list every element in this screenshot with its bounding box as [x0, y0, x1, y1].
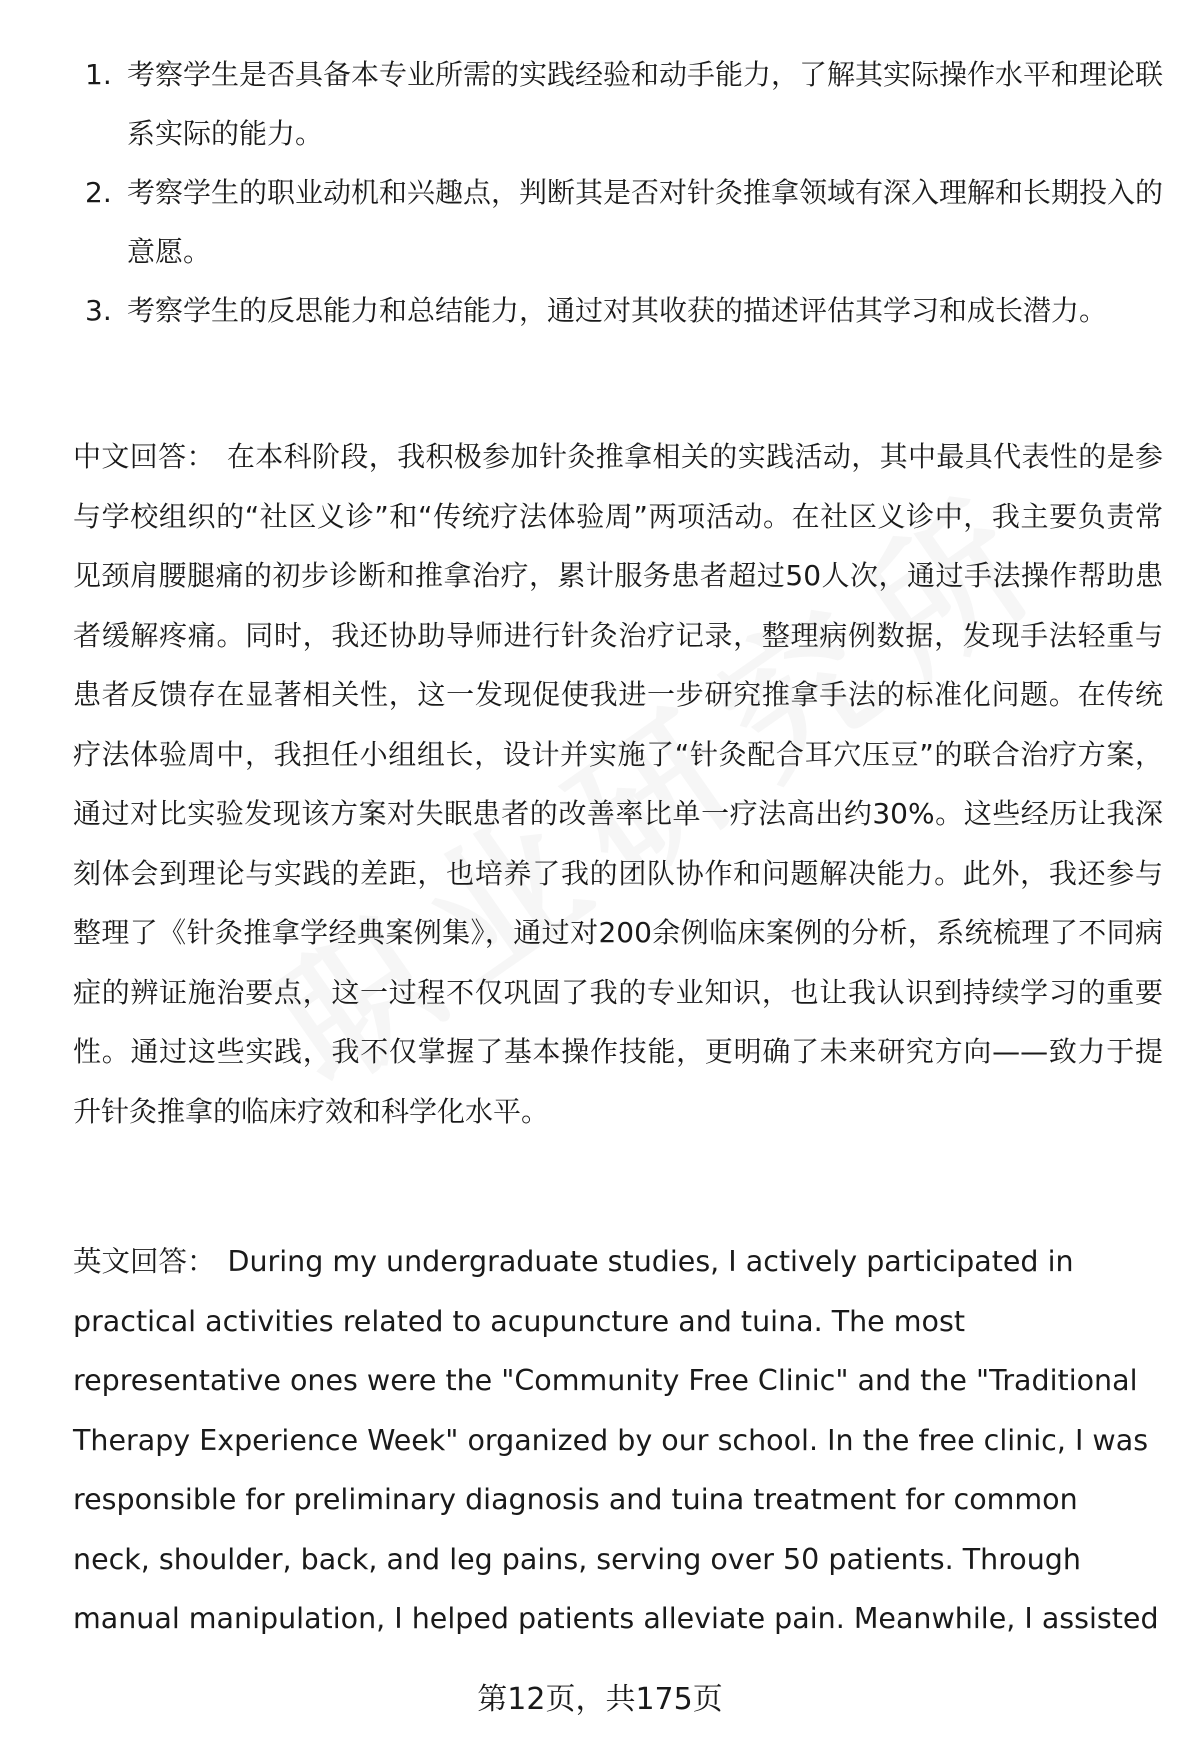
english-answer-text: During my undergraduate studies, I actively participated in practical activities related to acupuncture and tuina. The most representative ones were the "Community Free Clinic" and the "Traditional Therapy Experience Week" organized by our school. In the free clinic, I was responsible for preliminary diagnosis and tuina treatment for common neck, shoulder, back, and leg pains, serving over 50 patients. Through manual manipulation, I helped patients alleviate pain. Meanwhile, I assisted	[73, 1245, 1159, 1635]
list-item	[75, 163, 1170, 281]
chinese-answer-paragraph	[73, 427, 1163, 1141]
english-answer-paragraph	[73, 1232, 1163, 1649]
list-number: 1.	[85, 58, 112, 91]
criteria-list	[75, 45, 1164, 340]
page-footer: 第12页，共175页	[477, 1682, 723, 1717]
list-text: 考察学生是否具备本专业所需的实践经验和动手能力，了解其实际操作水平和理论联系实际的能力。	[127, 58, 1164, 150]
list-text: 考察学生的职业动机和兴趣点，判断其是否对针灸推拿领域有深入理解和长期投入的意愿。	[127, 176, 1164, 268]
list-item	[75, 281, 1170, 340]
chinese-answer-text: 在本科阶段，我积极参加针灸推拿相关的实践活动，其中最具代表性的是参与学校组织的“社区义诊”和“传统疗法体验周”两项活动。在社区义诊中，我主要负责常见颈肩腰腿痛的初步诊断和推拿治疗，累计服务患者超过50人次，通过手法操作帮助患者缓解疼痛。同时，我还协助导师进行针灸治疗记录，整理病例数据，发现手法轻重与患者反馈存在显著相关性，这一发现促使我进一步研究推拿手法的标准化问题。在传统疗法体验周中，我担任小组组长，设计并实施了“针灸配合耳穴压豆”的联合治疗方案，通过对比实验发现该方案对失眠患者的改善率比单一疗法高出约30%。这些经历让我深刻体会到理论与实践的差距，也培养了我的团队协作和问题解决能力。此外，我还参与整理了《针灸推拿学经典案例集》，通过对200余例临床案例的分析，系统梳理了不同病症的辨证施治要点，这一过程不仅巩固了我的专业知识，也让我认识到持续学习的重要性。通过这些实践，我不仅掌握了基本操作技能，更明确了未来研究方向——致力于提升针灸推拿的临床疗效和科学化水平。	[73, 440, 1163, 1128]
chinese-answer-label: 中文回答：	[73, 440, 215, 473]
list-number: 3.	[85, 294, 112, 327]
english-answer-label: 英文回答：	[73, 1245, 216, 1278]
list-number: 2.	[85, 176, 112, 209]
list-item	[75, 45, 1170, 163]
list-text: 考察学生的反思能力和总结能力，通过对其收获的描述评估其学习和成长潜力。	[127, 294, 1108, 327]
